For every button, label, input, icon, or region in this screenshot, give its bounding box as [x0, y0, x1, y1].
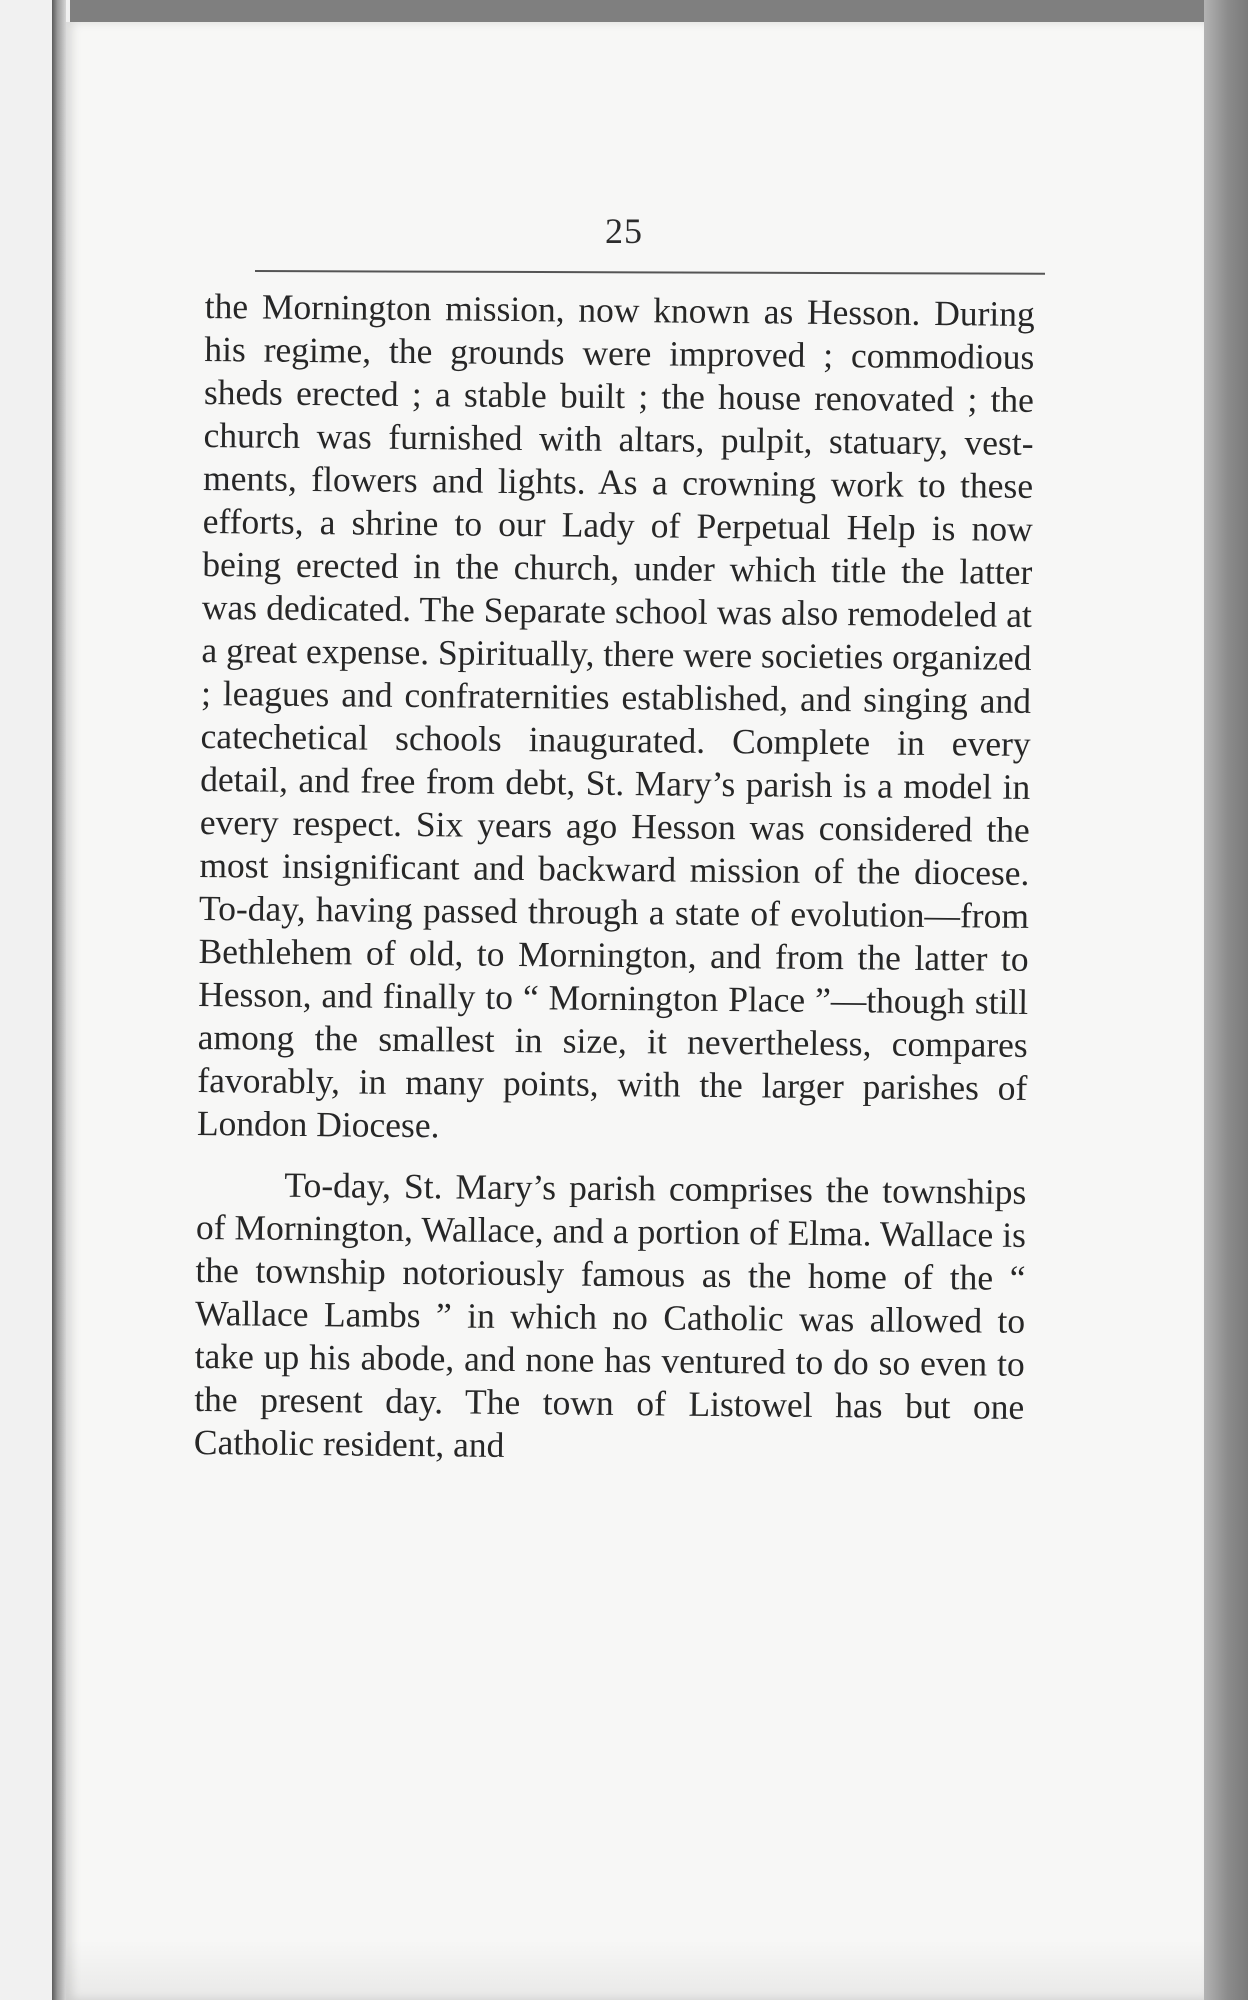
- paragraph-2: To-day, St. Mary’s parish comprises the townships of Mornington, Wallace, and a portion of Elma. Wallace is the township notoriously famous as the home of the “ Wallace Lambs ” in which no Catholic was allowed to take up his abode, and none has ventured to do so even to the present day. The town of Listowel has but one Catholic resident, and: [193, 1164, 1027, 1465]
- scan-right-margin: [1204, 0, 1248, 2000]
- page-body-text: [194, 285, 1035, 1472]
- page-number: 25: [605, 211, 643, 251]
- book-spine: [52, 0, 66, 2000]
- paragraph-1: the Mornington mission, now known as Hesson. During his regime, the grounds were improved ; commodious sheds erected ; a stable built ; the house renovated ; the church was furnished with altars, pulpit, statuary, vestments, flowers and lights. As a crowning work to these efforts, a shrine to our Lady of Perpetual Help is now being erected in the church, under which title the latter was dedicated. The Separate school was also remodeled at a great expense. Spiritually, there were societies organized ; leagues and confraternities established, and singing and catechetical schools inaugurated. Complete in every detail, and free from debt, St. Mary’s parish is a model in every respect. Six years ago Hesson was considered the most insignificant and backward mission of the diocese. To-day, having passed through a state of evolution—from Bethlehem of old, to Mornington, and from the latter to Hesson, and finally to “ Mornington Place ”—though still among the smallest in size, it nevertheless, compares favorably, in many points, with the larger parishes of London Diocese.: [196, 285, 1035, 1146]
- page-bottom-shadow: [66, 1940, 1204, 2000]
